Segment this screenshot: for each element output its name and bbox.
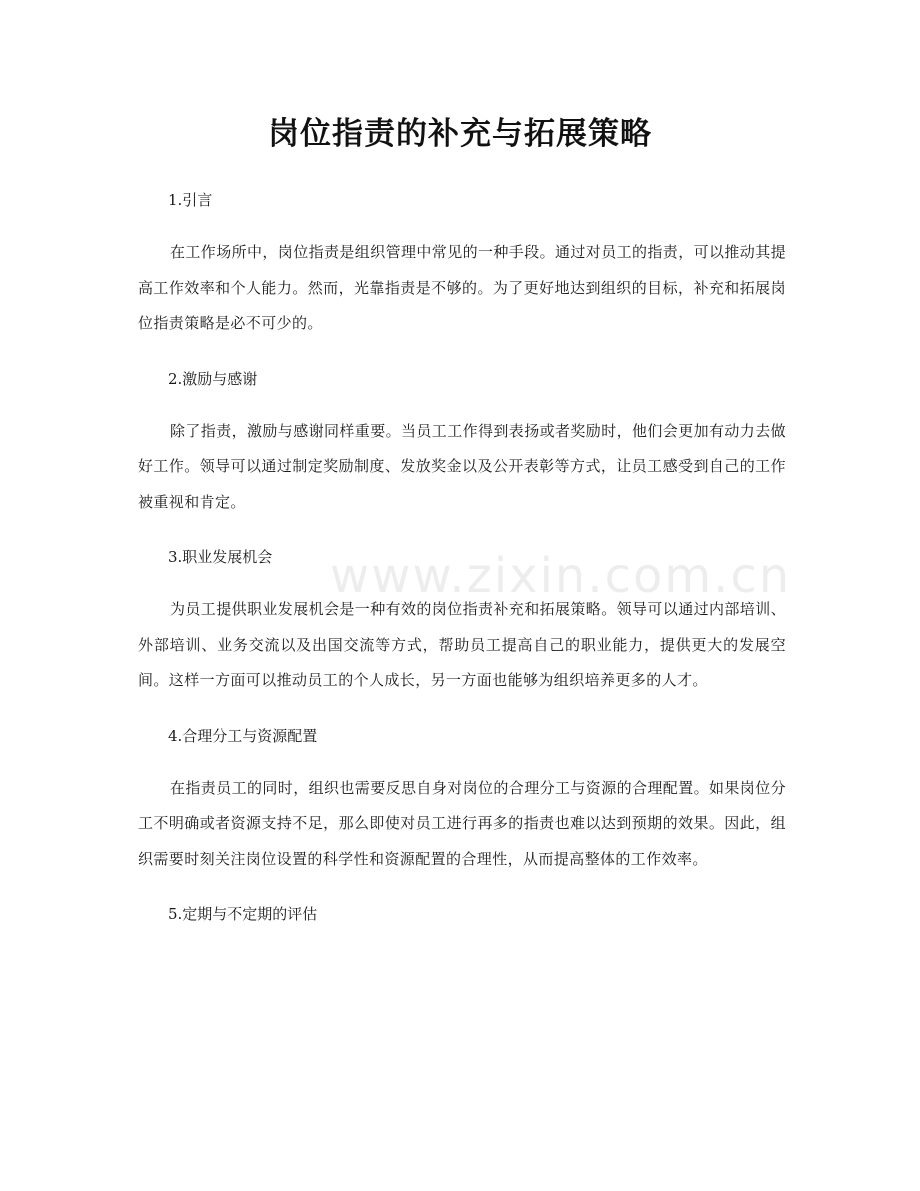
section-paragraph: 在工作场所中，岗位指责是组织管理中常见的一种手段。通过对员工的指责，可以推动其提高工作效率和个人能力。然而，光靠指责是不够的。为了更好地达到组织的目标，补充和拓展岗位指责策略是必不可少的。 (138, 243, 787, 332)
watermark: www.zixin.com.cn (330, 548, 792, 604)
section-paragraph: 除了指责，激励与感谢同样重要。当员工工作得到表扬或者奖励时，他们会更加有动力去做好工作。领导可以通过制定奖励制度、发放奖金以及公开表彰等方式，让员工感受到自己的工作被重视和肯定。 (138, 421, 787, 511)
section-heading: 2.激励与感谢 (168, 369, 258, 388)
document-body (138, 185, 786, 929)
section-paragraph: 在指责员工的同时，组织也需要反思自身对岗位的合理分工与资源的合理配置。如果岗位分工不明确或者资源支持不足，那么即使对员工进行再多的指责也难以达到预期的效果。因此，组织需要时刻关注岗位设置的科学性和资源配置的合理性，从而提高整体的工作效率。 (138, 778, 787, 868)
section-heading: 4.合理分工与资源配置 (168, 726, 318, 745)
page-title: 岗位指责的补充与拓展策略 (268, 116, 652, 152)
section-heading: 1.引言 (168, 191, 213, 209)
section-heading: 3.职业发展机会 (168, 548, 273, 566)
section-paragraph: 为员工提供职业发展机会是一种有效的岗位指责补充和拓展策略。领导可以通过内部培训、外部培训、业务交流以及出国交流等方式，帮助员工提高自己的职业能力，提供更大的发展空间。这样一方面可以推动员工的个人成长，另一方面也能够为组织培养更多的人才。 (138, 600, 787, 689)
section-heading: 5.定期与不定期的评估 (168, 905, 318, 923)
